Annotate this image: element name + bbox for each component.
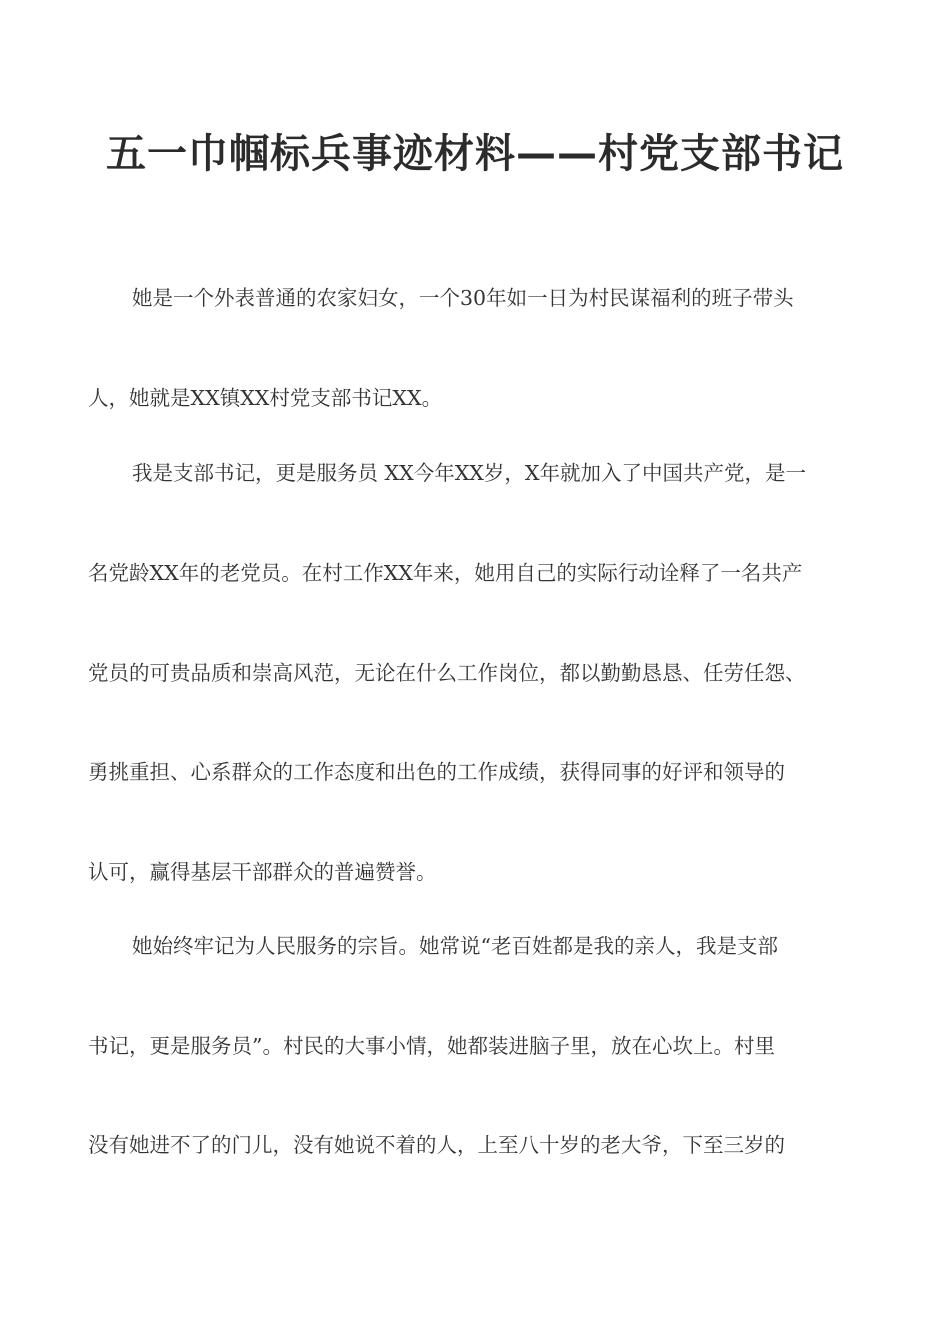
paragraph-2-line-2: 名党龄XX年的老党员。在村工作XX年来，她用自己的实际行动诠释了一名共产 [88, 561, 803, 585]
paragraph-1-line-2: 人，她就是XX镇XX村党支部书记XX。 [88, 386, 443, 410]
paragraph-2-line-4: 勇挑重担、心系群众的工作态度和出色的工作成绩，获得同事的好评和领导的 [88, 760, 785, 784]
paragraph-3-line-2: 书记，更是服务员”。村民的大事小情，她都装进脑子里，放在心坎上。村里 [88, 1034, 775, 1058]
paragraph-2-line-3: 党员的可贵品质和崇高风范，无论在什么工作岗位，都以勤勤恳恳、任劳任怨、 [88, 661, 806, 685]
paragraph-2-line-1: 我是支部书记，更是服务员 XX今年XX岁，X年就加入了中国共产党，是一 [132, 461, 806, 485]
paragraph-3-line-3: 没有她进不了的门儿，没有她说不着的人，上至八十岁的老大爷，下至三岁的 [88, 1133, 785, 1157]
paragraph-2-line-5: 认可，赢得基层干部群众的普遍赞誉。 [88, 860, 437, 884]
paragraph-3-line-1: 她始终牢记为人民服务的宗旨。她常说“老百姓都是我的亲人，我是支部 [132, 934, 778, 958]
paragraph-1-line-1: 她是一个外表普通的农家妇女，一个30年如一日为村民谋福利的班子带头 [132, 286, 794, 310]
document-title: 五一巾帼标兵事迹材料——村党支部书记 [106, 131, 844, 177]
